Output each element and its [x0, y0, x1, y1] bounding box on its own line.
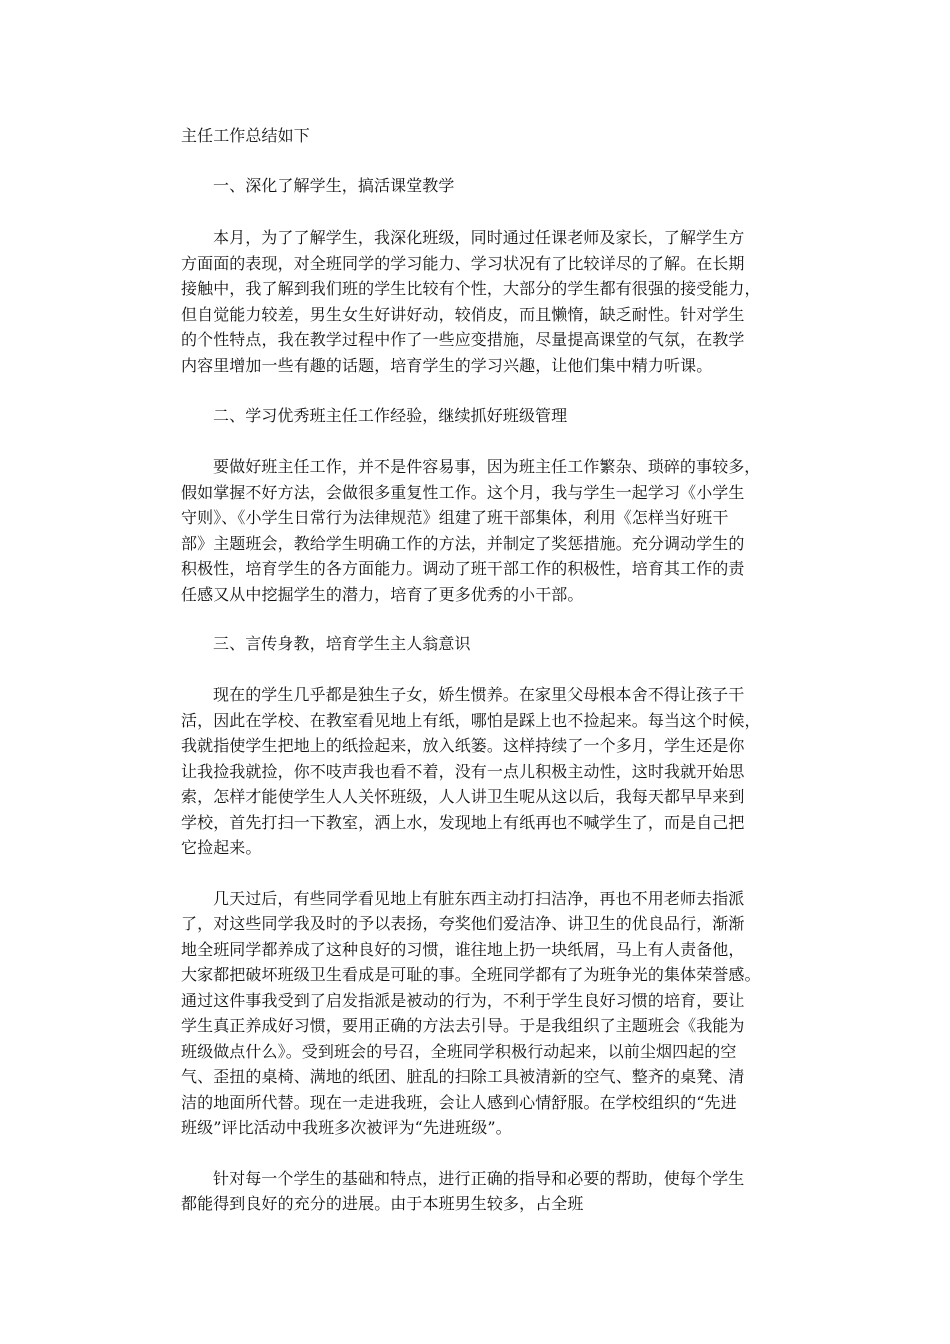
paragraph-line: 内容里增加一些有趣的话题，培育学生的学习兴趣，让他们集中精力听课。 [181, 356, 713, 375]
paragraph-line: 让我捡我就捡，你不吱声我也看不着，没有一点儿积极主动性，这时我就开始思 [181, 762, 745, 781]
paragraph-line: 大家都把破坏班级卫生看成是可耻的事。全班同学都有了为班争光的集体荣誉感。 [181, 965, 761, 984]
paragraph-line: 地全班同学都养成了这种良好的习惯，谁往地上扔一块纸屑，马上有人责备他， [181, 940, 745, 959]
paragraph-line: 本月，为了了解学生，我深化班级，同时通过任课老师及家长，了解学生方 [213, 228, 745, 247]
paragraph-line: 针对每一个学生的基础和特点，进行正确的指导和必要的帮助，使每个学生 [213, 1169, 745, 1188]
section-heading-1: 一、深化了解学生，搞活课堂教学 [213, 176, 455, 195]
paragraph-line: 现在的学生几乎都是独生子女，娇生惯养。在家里父母根本舍不得让孩子干 [213, 685, 745, 704]
paragraph-line: 班级做点什么》。受到班会的号召，全班同学积极行动起来，以前尘烟四起的空 [181, 1042, 737, 1061]
paragraph-line: 几天过后，有些同学看见地上有脏东西主动打扫洁净，再也不用老师去指派 [213, 889, 745, 908]
paragraph-line: 部》主题班会，教给学生明确工作的方法，并制定了奖惩措施。充分调动学生的 [181, 534, 745, 553]
paragraph-line: 洁的地面所代替。现在一走进我班，会让人感到心情舒服。在学校组织的“先进 [181, 1093, 737, 1112]
paragraph-line: 学校，首先打扫一下教室，洒上水，发现地上有纸再也不喊学生了，而是自己把 [181, 813, 745, 832]
paragraph-line: 守则》、《小学生日常行为法律规范》组建了班干部集体，利用《怎样当好班干 [181, 508, 729, 527]
paragraph-line: 积极性，培育学生的各方面能力。调动了班干部工作的积极性，培育其工作的责 [181, 559, 745, 578]
paragraph-line: 的个性特点，我在教学过程中作了一些应变措施，尽量提高课堂的气氛，在教学 [181, 330, 745, 349]
paragraph-line: 要做好班主任工作，并不是件容易事，因为班主任工作繁杂、琐碎的事较多， [213, 457, 761, 476]
paragraph-line: 假如掌握不好方法，会做很多重复性工作。这个月，我与学生一起学习《小学生 [181, 483, 745, 502]
paragraph-line: 班级”评比活动中我班多次被评为“先进班级”。 [181, 1118, 512, 1137]
paragraph-line: 索，怎样才能使学生人人关怀班级，人人讲卫生呢从这以后，我每天都早早来到 [181, 787, 745, 806]
paragraph-line: 都能得到良好的充分的进展。由于本班男生较多，占全班 [181, 1194, 584, 1213]
paragraph-line: 学生真正养成好习惯，要用正确的方法去引导。于是我组织了主题班会《我能为 [181, 1016, 745, 1035]
paragraph-line: 气、歪扭的桌椅、满地的纸团、脏乱的扫除工具被清新的空气、整齐的桌凳、清 [181, 1067, 745, 1086]
paragraph-line: 接触中，我了解到我们班的学生比较有个性，大部分的学生都有很强的接受能力， [181, 279, 761, 298]
paragraph-line: 活，因此在学校、在教室看见地上有纸，哪怕是踩上也不捡起来。每当这个时候， [181, 711, 761, 730]
paragraph-line: 但自觉能力较差，男生女生好讲好动，较俏皮，而且懒惰，缺乏耐性。针对学生 [181, 305, 745, 324]
paragraph-line: 任感又从中挖掘学生的潜力，培育了更多优秀的小干部。 [181, 585, 584, 604]
paragraph-line: 了，对这些同学我及时的予以表扬，夸奖他们爱洁净、讲卫生的优良品行，渐渐 [181, 914, 745, 933]
paragraph-line: 通过这件事我受到了启发指派是被动的行为，不利于学生良好习惯的培育，要让 [181, 991, 745, 1010]
paragraph-line: 我就指使学生把地上的纸捡起来，放入纸篓。这样持续了一个多月，学生还是你 [181, 736, 745, 755]
section-heading-2: 二、学习优秀班主任工作经验，继续抓好班级管理 [213, 406, 568, 425]
section-heading-3: 三、言传身教，培育学生主人翁意识 [213, 634, 471, 653]
document-title: 主任工作总结如下 [181, 126, 310, 145]
paragraph-line: 方面面的表现，对全班同学的学习能力、学习状况有了比较详尽的了解。在长期 [181, 254, 745, 273]
paragraph-line: 它捡起来。 [181, 838, 262, 857]
